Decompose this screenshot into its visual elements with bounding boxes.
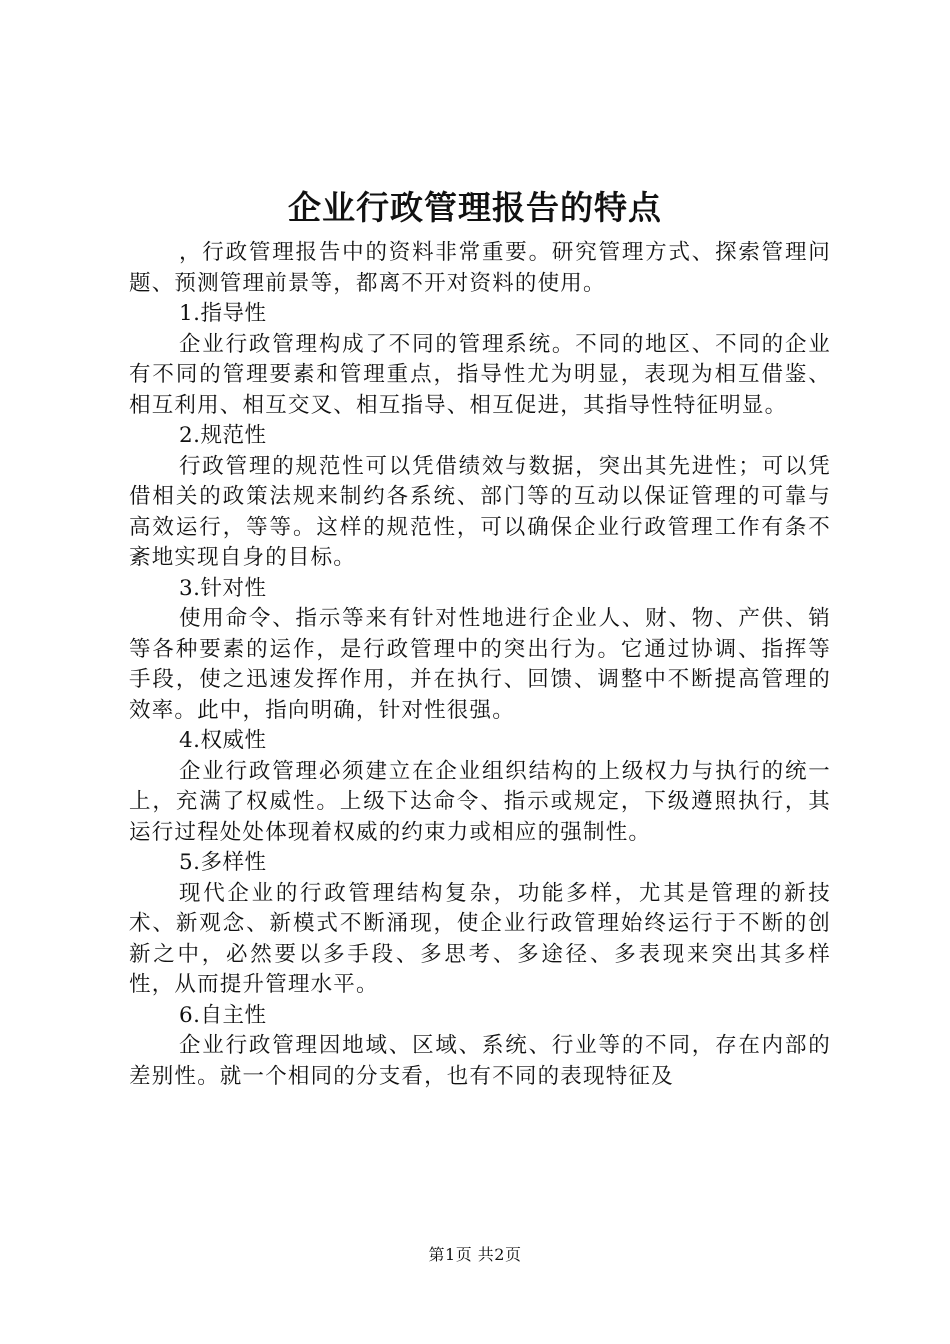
page-title: 企业行政管理报告的特点 [288,188,662,227]
section-heading-autonomy: 6.自主性 [179,1002,267,1028]
section-heading-guidance: 1.指导性 [179,301,267,326]
section-paragraph-authority: 企业行政管理必须建立在企业组织结构的上级权力与执行的统一上，充满了权威性。上级下达命令、指示或规定，下级遵照执行，其运行过程处处体现着权威的约束力或相应的强制性。 [129,758,831,845]
section-paragraph-normativity: 行政管理的规范性可以凭借绩效与数据，突出其先进性；可以凭借相关的政策法规来制约各系统、部门等的互动以保证管理的可靠与高效运行，等等。这样的规范性，可以确保企业行政管理工作有条不紊地实现自身的目标。 [129,453,831,570]
section-heading-authority: 4.权威性 [179,728,267,753]
section-paragraph-autonomy: 企业行政管理因地域、区域、系统、行业等的不同，存在内部的差别性。就一个相同的分支看，也有不同的表现特征及 [129,1033,831,1089]
section-paragraph-guidance: 企业行政管理构成了不同的管理系统。不同的地区、不同的企业有不同的管理要素和管理重点，指导性尤为明显，表现为相互借鉴、相互利用、相互交叉、相互指导、相互促进，其指导性特征明显。 [129,331,831,418]
intro-paragraph: ，行政管理报告中的资料非常重要。研究管理方式、探索管理问题、预测管理前景等，都离不开对资料的使用。 [129,240,831,296]
section-heading-diversity: 5.多样性 [179,850,267,875]
document-body [129,238,831,1092]
page-footer: 第1页 共2页 [428,1245,522,1264]
section-heading-normativity: 2.规范性 [179,423,267,448]
section-heading-pertinence: 3.针对性 [179,575,267,601]
section-paragraph-pertinence: 使用命令、指示等来有针对性地进行企业人、财、物、产供、销等各种要素的运作，是行政管理中的突出行为。它通过协调、指挥等手段，使之迅速发挥作用，并在执行、回馈、调整中不断提高管理的效率。此中，指向明确，针对性很强。 [129,606,831,723]
section-paragraph-diversity: 现代企业的行政管理结构复杂，功能多样，尤其是管理的新技术、新观念、新模式不断涌现，使企业行政管理始终运行于不断的创新之中，必然要以多手段、多思考、多途径、多表现来突出其多样性，从而提升管理水平。 [129,880,831,997]
